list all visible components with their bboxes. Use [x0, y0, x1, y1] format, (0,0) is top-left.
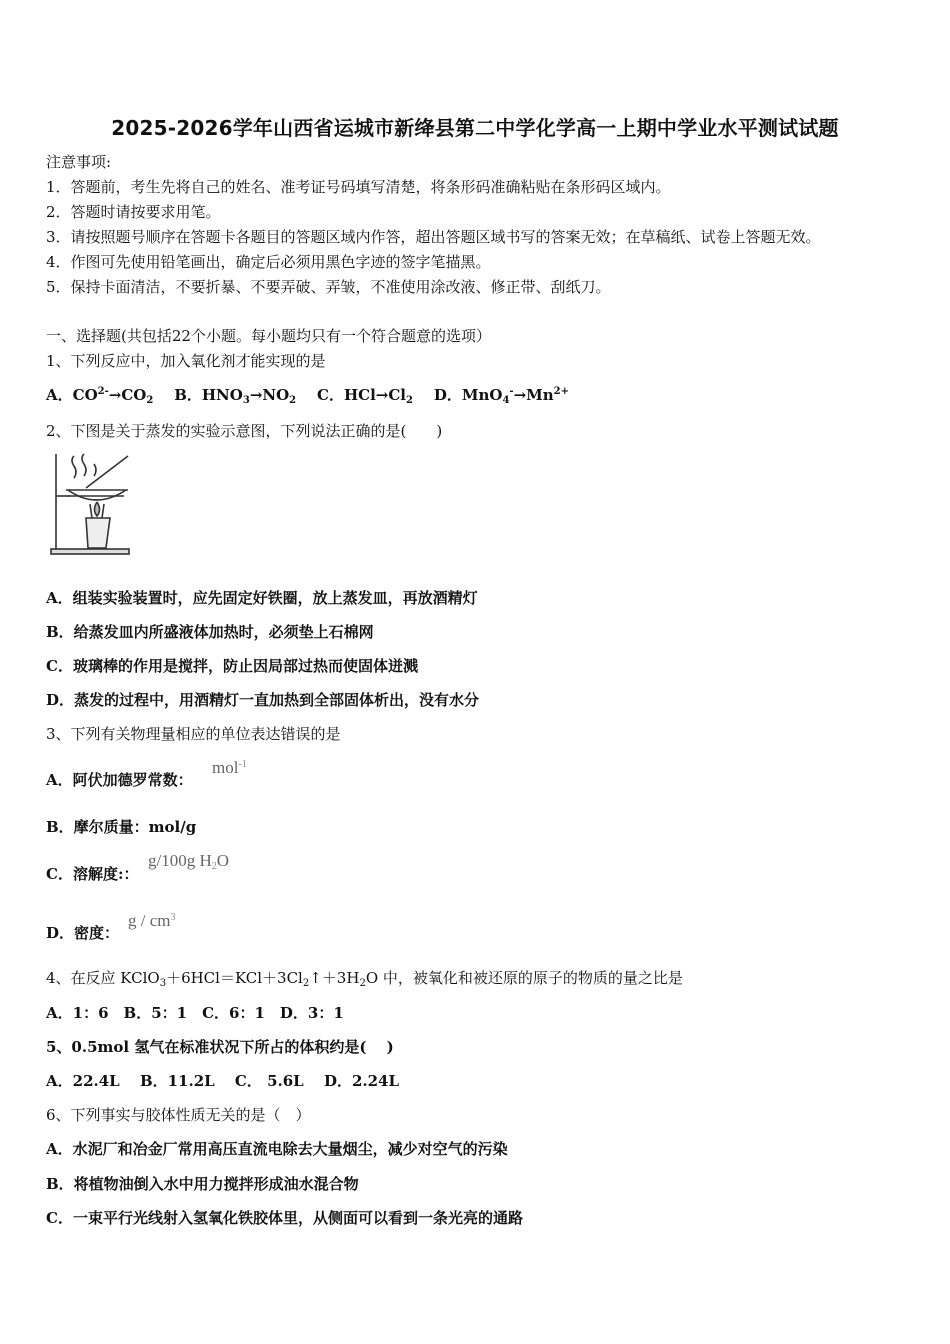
q2-option-d: D．蒸发的过程中，用酒精灯一直加热到全部固体析出，没有水分 — [46, 691, 480, 709]
q1-option-a: A．$CO^{2-}\to CO_2$ — [46, 386, 154, 406]
q2-option-b: B．给蒸发皿内所盛液体加热时，必须垫上石棉网 — [46, 623, 374, 641]
q3-option-c-label: C．溶解度:： — [46, 865, 139, 883]
question-3-stem: 3、下列有关物理量相应的单位表达错误的是 — [46, 725, 341, 743]
page-title: 2025-2026学年山西省运城市新绛县第二中学化学高一上期中学业水平测试试题 — [111, 116, 839, 140]
evaporation-apparatus-diagram — [48, 452, 134, 556]
q3-option-d-label: D．密度： — [46, 924, 120, 942]
q1-option-c: C．$HCl\to Cl_2$ — [317, 386, 413, 406]
q2-option-a: A．组装实验装置时，应先固定好铁圈，放上蒸发皿，再放酒精灯 — [46, 589, 478, 607]
q3-option-b: B．摩尔质量：mol/g — [46, 818, 197, 836]
q6-option-c: C．一束平行光线射入氢氧化铁胶体里，从侧面可以看到一条光亮的通路 — [46, 1209, 523, 1227]
q3-option-a-label: A．阿伏加德罗常数： — [46, 771, 193, 789]
notice-item: 5．保持卡面清洁，不要折暴、不要弄破、弄皱，不准使用涂改液、修正带、刮纸刀。 — [46, 278, 611, 296]
notice-item: 2．答题时请按要求用笔。 — [46, 203, 221, 221]
q3-option-d-unit: g / $cm^3$ — [128, 911, 176, 930]
section-heading: 一、选择题(共包括22个小题。每小题均只有一个符合题意的选项） — [46, 327, 491, 345]
q2-option-c: C．玻璃棒的作用是搅拌，防止因局部过热而使固体迸溅 — [46, 657, 418, 675]
notice-heading: 注意事项: — [46, 153, 112, 171]
notice-item: 1．答题前，考生先将自己的姓名、准考证号码填写清楚，将条形码准确粘贴在条形码区域内。 — [46, 178, 671, 196]
question-1-options — [46, 385, 569, 405]
question-2-stem: 2、下图是关于蒸发的实验示意图，下列说法正确的是( ) — [46, 422, 443, 440]
q1-option-b: B．$HNO_3\to NO_2$ — [174, 386, 297, 406]
q3-option-c-unit: g/100g $H_2O$ — [148, 851, 230, 872]
notice-item: 4．作图可先使用铅笔画出，确定后必须用黑色字迹的签字笔描黑。 — [46, 253, 491, 271]
question-4-stem: 4、在反应 $KClO_3+6HCl=KCl+3Cl_2↑+3H_2O$ 中，被氧化和被还原的原子的物质的量之比是 — [46, 969, 683, 989]
question-5-stem: 5、0.5mol 氢气在标准状况下所占的体积约是( ) — [46, 1038, 394, 1056]
q1-option-d: D．$MnO_4^-\to Mn^{2+}$ — [433, 386, 569, 406]
question-1-stem: 1、下列反应中，加入氧化剂才能实现的是 — [46, 352, 326, 370]
q4-options: A．1：6 B．5：1 C．6：1 D．3：1 — [46, 1004, 344, 1022]
q6-option-a: A．水泥厂和冶金厂常用高压直流电除去大量烟尘，减少对空气的污染 — [46, 1140, 508, 1158]
question-6-stem: 6、下列事实与胶体性质无关的是（ ） — [46, 1106, 311, 1124]
q6-option-b: B．将植物油倒入水中用力搅拌形成油水混合物 — [46, 1175, 359, 1193]
notice-item: 3．请按照题号顺序在答题卡各题目的答题区域内作答，超出答题区域书写的答案无效；在草稿纸、试卷上答题无效。 — [46, 228, 821, 246]
q5-options: A．22.4L B．11.2L C． 5.6L D．2.24L — [46, 1072, 400, 1090]
q3-option-a-unit: mol$^{-1}$ — [212, 758, 247, 777]
